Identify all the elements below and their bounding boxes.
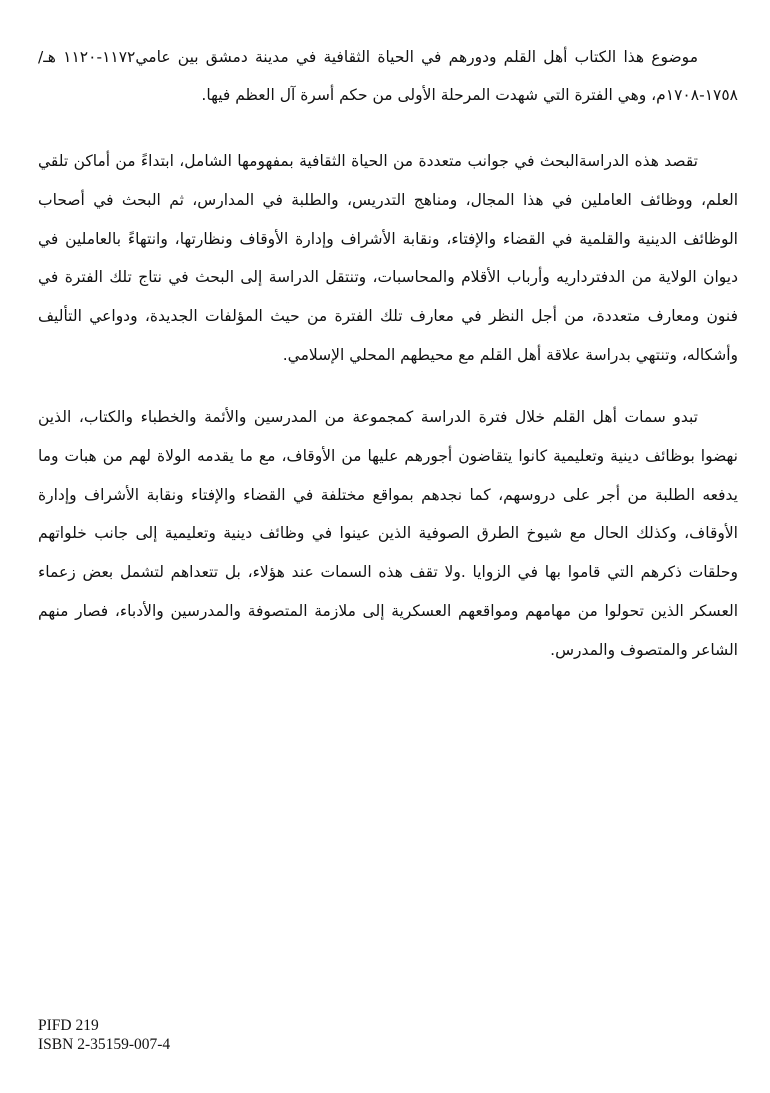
series-number: PIFD 219 <box>38 1017 99 1034</box>
study-scope-paragraph <box>38 142 738 375</box>
publication-info <box>38 1016 170 1054</box>
isbn: ISBN 2-35159-007-4 <box>38 1036 171 1053</box>
scholars-traits-paragraph <box>38 398 738 670</box>
paragraph-text: تبدو سمات أهل القلم خلال فترة الدراسة كمجموعة من المدرسين والأئمة والخطباء والكتاب، الذين نهضوا بوظائف دينية وتعليمية كانوا يتقاضون أجورهم عليها من الأوقاف، مع ما يقدمه الولاة لهم من هبات وما يدفعه الطلبة من أجر على دروسهم، كما نجدهم بمواقع مختلفة في القضاء والإفتاء ونقابة الأشراف وإدارة الأوقاف، وكذلك الحال مع شيوخ الطرق الصوفية الذين عينوا في وظائف دينية وتعليمية إلى جانب خلواتهم وحلقات ذكرهم التي قاموا بها في الزوايا .ولا تقف هذه السمات عند هؤلاء، بل تتعداهم لتشمل بعض زعماء العسكر الذين تحولوا من مهامهم ومواقعهم العسكرية إلى ملازمة المتصوفة والمدرسين والأدباء، فصار منهم الشاعر والمتصوف والمدرس. <box>38 408 738 659</box>
intro-paragraph <box>38 38 738 114</box>
paragraph-text: موضوع هذا الكتاب أهل القلم ودورهم في الحياة الثقافية في مدينة دمشق بين عامي١١٧٢-١١٢٠ هـ/ ١٧٥٨-١٧٠٨م، وهي الفترة التي شهدت المرحلة الأولى من حكم أسرة آل العظم فيها. <box>38 48 738 104</box>
paragraph-text: تقصد هذه الدراسةالبحث في جوانب متعددة من الحياة الثقافية بمفهومها الشامل، ابتداءً من أماكن تلقي العلم، ووظائف العاملين في هذا المجال، ومناهج التدريس، والطلبة في المدارس، ثم البحث في أصحاب الوظائف الدينية والقلمية في القضاء والإفتاء، ونقابة الأشراف وإدارة الأوقاف ونظارتها، وانتهاءً بالعاملين في ديوان الولاية من الدفترداريه وأرباب الأقلام والمحاسبات، وتنتقل الدراسة إلى البحث في نتاج تلك الفترة في فنون ومعارف متعددة، من أجل النظر في معارف تلك الفترة من حيث المؤلفات الجديدة، ودواعي التأليف وأشكاله، وتنتهي بدراسة علاقة أهل القلم مع محيطهم المحلي الإسلامي. <box>38 152 738 364</box>
